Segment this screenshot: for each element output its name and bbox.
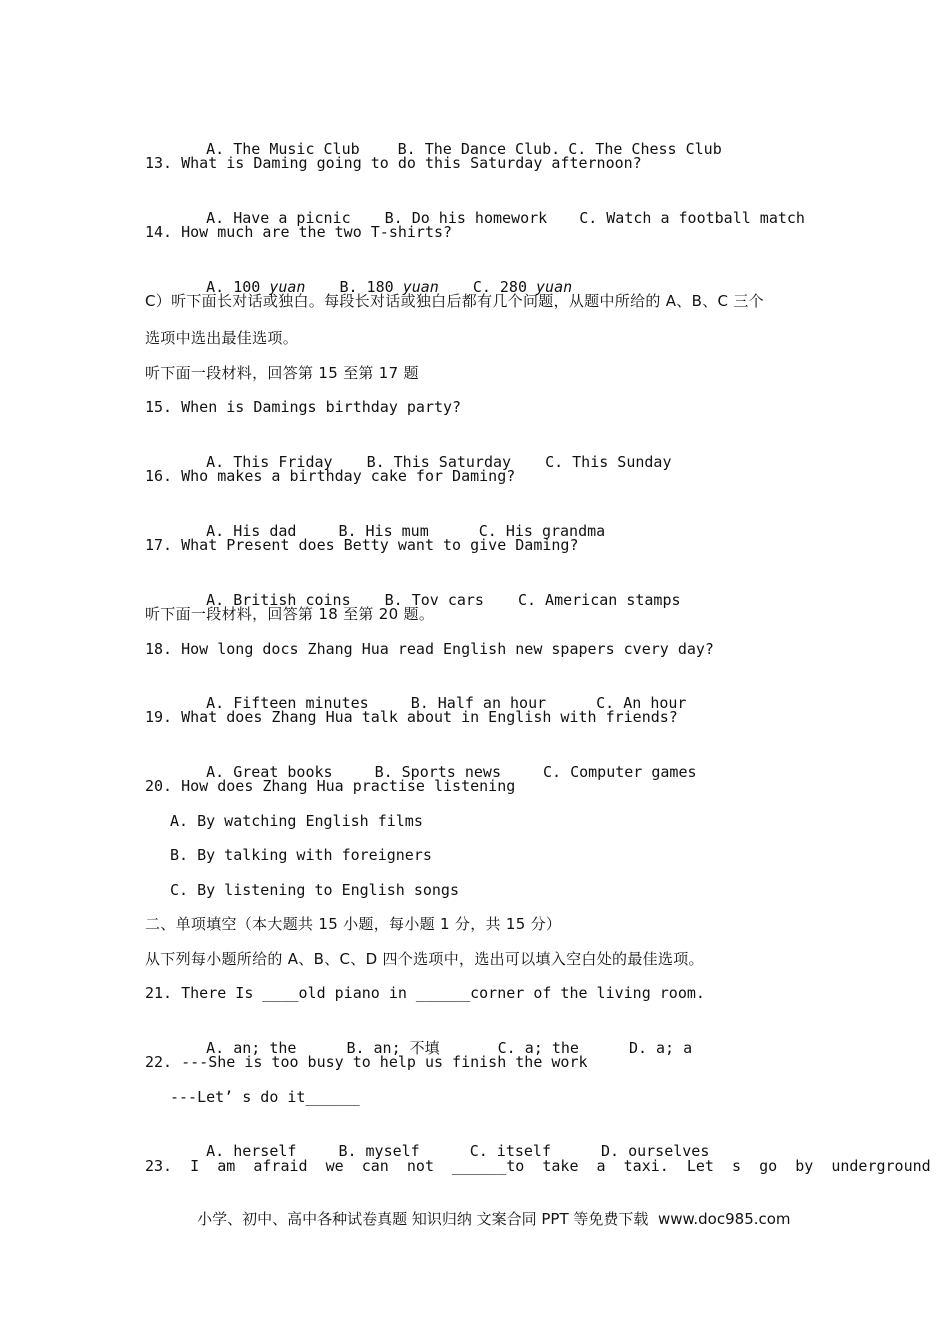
q16-option-c: C. His grandma	[478, 522, 606, 540]
q18-option-a: A. Fifteen minutes	[206, 694, 369, 712]
q14-question: 14. How much are the two T-shirts?	[145, 223, 453, 241]
q13-option-c: C. Watch a football match	[579, 209, 805, 227]
q12-option-a: A. The Music Club	[206, 140, 360, 158]
section-c-instruction-line2: 选项中选出最佳选项。	[145, 329, 299, 347]
q16-option-b: B. His mum	[338, 522, 429, 540]
q14-option-a: A. 100 yuan	[206, 278, 306, 296]
footer-text: 小学、初中、高中各种试卷真题 知识归纳 文案合同 PPT 等免费下载	[197, 1210, 649, 1228]
q15-option-a: A. This Friday	[206, 453, 333, 471]
q20-option-c: C. By listening to English songs	[170, 881, 459, 899]
q17-option-c: C. American stamps	[517, 591, 681, 609]
q23-question: 23. I am afraid we can not ______to take a taxi. Let s go by underground	[145, 1157, 931, 1175]
section-c-instruction-line1: C）听下面长对话或独白。每段长对话或独白后都有几个问题，从题中所给的 A、B、C 三个	[145, 292, 764, 310]
q12-option-b: B. The Dance Club.	[397, 140, 561, 158]
q16-option-a: A. His dad	[206, 522, 297, 540]
q15-question: 15. When is Damings birthday party?	[145, 398, 462, 416]
q22-option-c: C. itself	[469, 1142, 551, 1160]
footer-url[interactable]: www.doc985.com	[657, 1210, 791, 1228]
q13-option-b: B. Do his homework	[384, 209, 548, 227]
q12-option-c: C. The Chess Club	[568, 140, 722, 158]
q17-option-a: A. British coins	[206, 591, 351, 609]
q20-option-a: A. By watching English films	[170, 812, 423, 830]
q21-option-b: B. an; 不填	[346, 1039, 440, 1057]
q13-question: 13. What is Daming going to do this Saturday afternoon?	[145, 154, 642, 172]
q21-question: 21. There Is ____old piano in ______corner of the living room.	[145, 984, 705, 1002]
q22-option-d: D. ourselves	[601, 1142, 710, 1160]
q14-option-c: C. 280 yuan	[472, 278, 573, 296]
q17-question: 17. What Present does Betty want to give Daming?	[145, 536, 579, 554]
q21-option-a: A. an; the	[206, 1039, 297, 1057]
q19-question: 19. What does Zhang Hua talk about in English with friends?	[145, 708, 678, 726]
q20-option-b: B. By talking with foreigners	[170, 846, 432, 864]
page-footer	[178, 1190, 791, 1247]
q19-option-a: A. Great books	[206, 763, 333, 781]
q19-option-b: B. Sports news	[374, 763, 501, 781]
q20-question: 20. How does Zhang Hua practise listening	[145, 777, 516, 795]
q19-option-c: C. Computer games	[543, 763, 697, 781]
q22-question: 22. ---She is too busy to help us finish the work	[145, 1053, 588, 1071]
q18-option-c: C. An hour	[596, 694, 687, 712]
q18-question: 18. How long docs Zhang Hua read English new spapers cvery day?	[145, 640, 714, 658]
q22-reply: ---Let’ s do it______	[170, 1088, 360, 1106]
q18-option-b: B. Half an hour	[410, 694, 547, 712]
q21-option-d: D. a; a	[628, 1039, 693, 1057]
q16-question: 16. Who makes a birthday cake for Daming?	[145, 467, 516, 485]
q22-option-b: B. myself	[338, 1142, 420, 1160]
q14-option-b: B. 180 yuan	[339, 278, 439, 296]
q22-option-a: A. herself	[206, 1142, 297, 1160]
q17-option-b: B. Tov cars	[384, 591, 484, 609]
q15-option-b: B. This Saturday	[366, 453, 512, 471]
part2-heading: 二、单项填空（本大题共 15 小题，每小题 1 分，共 15 分）	[145, 915, 562, 933]
group2-instruction: 听下面一段材料，回答第 18 至第 20 题。	[145, 605, 435, 623]
q13-option-a: A. Have a picnic	[206, 209, 351, 227]
q15-option-c: C. This Sunday	[545, 453, 672, 471]
part2-instruction: 从下列每小题所给的 A、B、C、D 四个选项中，选出可以填入空白处的最佳选项。	[145, 950, 704, 968]
q21-option-c: C. a; the	[497, 1039, 579, 1057]
group1-instruction: 听下面一段材料，回答第 15 至第 17 题	[145, 364, 419, 382]
